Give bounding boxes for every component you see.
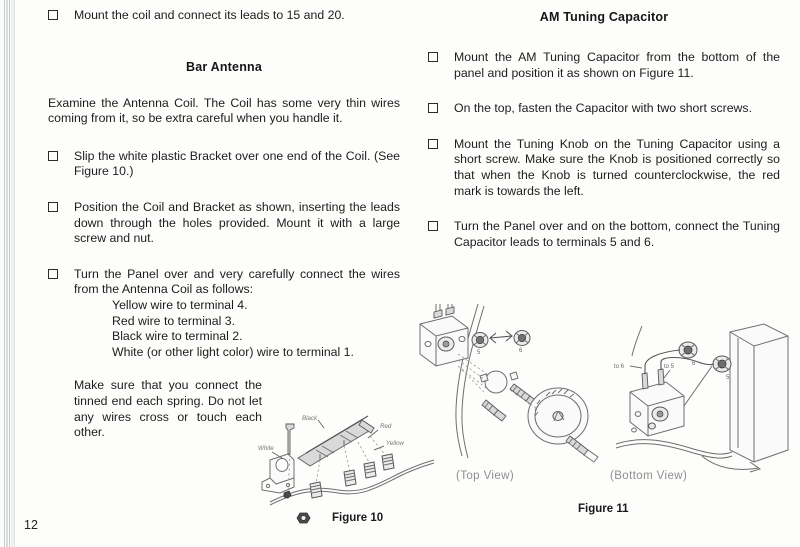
figure-11-bottom-view-label: (Bottom View) <box>610 470 688 482</box>
left-item-slip-bracket <box>48 149 400 180</box>
left-item-turn-panel <box>48 267 400 361</box>
checkbox-icon[interactable] <box>428 221 438 231</box>
figure-10-label-black: Black <box>302 415 318 422</box>
figure-10-label-white: White <box>258 445 274 452</box>
figure-11-terminal-5: 5 <box>726 375 730 381</box>
left-closing-paragraph: Make sure that you connect the tinned end each spring. Do not let any wires cross or touch each other. <box>74 378 262 440</box>
page-title-am-tuning-capacitor: AM Tuning Capacitor <box>539 10 669 24</box>
right-item-mount-capacitor-text: Mount the AM Tuning Capacitor from the bottom of the panel and position it as shown on Figure 11. <box>454 50 780 80</box>
figure-10-nut-icon <box>296 511 312 525</box>
figure-11-top-view-illustration <box>418 304 618 464</box>
right-item-fasten-screws <box>428 101 780 117</box>
checkbox-icon[interactable] <box>48 151 58 161</box>
checkbox-icon[interactable] <box>48 10 58 20</box>
figure-10-caption: Figure 10 <box>332 512 384 524</box>
scan-binding-edge <box>0 0 16 547</box>
left-item-turn-panel-text: Turn the Panel over and very carefully connect the wires from the Antenna Coil as follows: <box>74 266 400 297</box>
left-item-position-coil <box>48 200 400 247</box>
left-intro-paragraph: Examine the Antenna Coil. The Coil has some very thin wires coming from it, so be extra careful when you handle it. <box>48 95 400 126</box>
figure-11-label-to-6: to 6 <box>614 364 625 370</box>
checkbox-icon[interactable] <box>48 202 58 212</box>
svg-text:5: 5 <box>477 350 481 356</box>
figure-11-label-to-5: to 5 <box>664 364 675 370</box>
wire-line-white: White (or other light color) wire to terminal 1. <box>112 344 354 359</box>
figure-11-bottom-view-illustration <box>612 322 792 472</box>
svg-text:6: 6 <box>519 348 523 354</box>
page-number: 12 <box>24 518 38 532</box>
figure-10-label-red: Red <box>380 423 392 430</box>
wire-line-red: Red wire to terminal 3. <box>112 313 236 328</box>
left-item-mount-coil <box>48 8 400 24</box>
left-item-position-coil-text: Position the Coil and Bracket as shown, inserting the leads down through the holes provided. Mount it with a large screw and nut. <box>74 199 400 246</box>
left-item-slip-bracket-text: Slip the white plastic Bracket over one end of the Coil. (See Figure 10.) <box>74 148 400 179</box>
checkbox-icon[interactable] <box>428 139 438 149</box>
figure-10-illustration <box>258 398 438 518</box>
right-item-connect-leads <box>428 219 780 250</box>
figure-11-caption: Figure 11 <box>578 503 629 515</box>
figure-10-label-yellow: Yellow <box>386 440 404 447</box>
page-title-bar-antenna: Bar Antenna <box>185 59 263 74</box>
right-item-connect-leads-text: Turn the Panel over and on the bottom, connect the Tuning Capacitor leads to terminals 5 and 6. <box>454 219 780 249</box>
checkbox-icon[interactable] <box>428 103 438 113</box>
figure-11-terminal-6: 6 <box>692 361 696 367</box>
right-column <box>428 0 780 250</box>
wire-line-black: Black wire to terminal 2. <box>112 329 243 344</box>
checkbox-icon[interactable] <box>48 269 58 279</box>
checkbox-icon[interactable] <box>428 52 438 62</box>
figure-11-arrow-icon <box>700 452 770 478</box>
left-column <box>48 0 400 441</box>
left-item-mount-coil-text: Mount the coil and connect its leads to 15 and 20. <box>74 8 345 22</box>
right-item-mount-knob-text: Mount the Tuning Knob on the Tuning Capacitor using a short screw. Make sure the Knob is positioned correctly so that when the Knob is turned counterclockwise, the red mark is towards the left. <box>454 136 780 198</box>
right-item-mount-capacitor <box>428 50 780 81</box>
wire-line-yellow: Yellow wire to terminal 4. <box>112 297 248 312</box>
right-item-mount-knob <box>428 137 780 199</box>
figure-11-top-view-label: (Top View) <box>456 470 515 482</box>
right-item-fasten-screws-text: On the top, fasten the Capacitor with two short screws. <box>454 101 752 116</box>
